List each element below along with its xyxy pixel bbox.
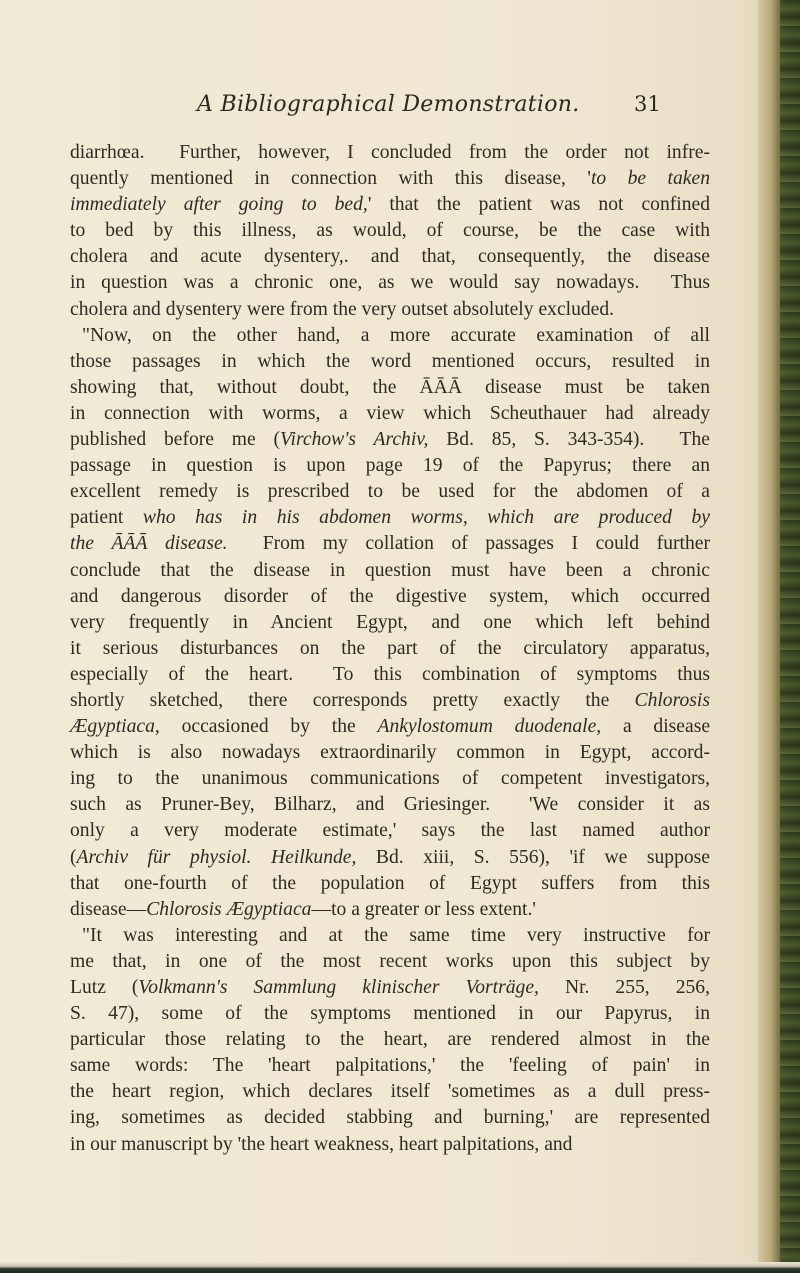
- text-line: [70, 297, 710, 323]
- text-segment: and dangerous disorder of the digestive system, which occurred: [70, 585, 710, 607]
- page-number: 31: [634, 92, 661, 116]
- text-line: [70, 453, 710, 479]
- text-line: [70, 166, 710, 192]
- text-line: [70, 1053, 710, 1079]
- page-bottom-edge: [0, 1262, 800, 1273]
- text-line: [70, 1001, 710, 1027]
- italic-text: Archiv für physiol. Heilkunde,: [76, 846, 357, 868]
- text-segment: "Now, on the other hand, a more accurate examination of all: [82, 324, 710, 346]
- text-line: [70, 558, 710, 584]
- text-segment: only a very moderate estimate,' says the last named author: [70, 820, 710, 842]
- italic-text: Virchow's Archiv,: [280, 429, 429, 451]
- italic-text: Volkmann's Sammlung klinischer Vorträge,: [138, 977, 539, 998]
- text-line: [70, 349, 710, 375]
- text-line: [70, 636, 710, 662]
- binding-edge: [780, 0, 800, 1273]
- text-segment: (: [70, 846, 77, 868]
- text-line: [70, 923, 710, 949]
- text-line: [70, 323, 710, 349]
- text-line: [70, 975, 710, 1001]
- italic-text: Chlorosis Ægyptiaca: [146, 898, 312, 920]
- text-segment: Lutz (: [70, 977, 139, 998]
- text-line: [70, 818, 710, 844]
- text-segment: such as Pruner-Bey, Bilharz, and Griesinger. 'We consider it as: [70, 794, 710, 816]
- text-segment: that one-fourth of the population of Egypt suffers from this: [70, 872, 710, 894]
- text-line: [70, 427, 710, 453]
- text-line: [70, 897, 710, 923]
- text-line: [70, 845, 710, 871]
- text-segment: which is also nowadays extraordinarily common in Egypt, accord-: [70, 742, 710, 764]
- text-line: [70, 662, 710, 688]
- text-segment: cholera and dysentery were from the very outset absolutely excluded.: [70, 298, 615, 320]
- text-segment: From my collation of passages I could further: [227, 533, 710, 555]
- text-segment: shortly sketched, there corresponds pretty exactly the: [70, 689, 635, 711]
- text-segment: ing to the unanimous communications of competent investigators,: [70, 768, 710, 790]
- text-line: [70, 375, 710, 401]
- text-line: [70, 1105, 710, 1131]
- italic-text: Ægyptiaca,: [70, 716, 160, 738]
- text-line: [70, 218, 710, 244]
- text-segment: in our manuscript by 'the heart weakness, heart palpitations, and: [70, 1133, 573, 1155]
- text-segment: Nr. 255, 256,: [538, 977, 710, 998]
- text-line: [70, 505, 710, 531]
- text-segment: S. 47), some of the symptoms mentioned in our Papyrus, in: [70, 1003, 710, 1025]
- text-segment: patient: [70, 507, 143, 529]
- italic-text: Ankylostomum duodenale,: [377, 716, 602, 738]
- text-line: [70, 740, 710, 766]
- text-segment: ing, sometimes as decided stabbing and burning,' are represented: [70, 1107, 710, 1129]
- text-segment: very frequently in Ancient Egypt, and one which left behind: [70, 611, 710, 633]
- text-segment: excellent remedy is prescribed to be used for the abdomen of a: [70, 481, 710, 503]
- text-line: [70, 792, 710, 818]
- running-title: A Bibliographical Demonstration.: [197, 92, 580, 117]
- text-line: [70, 531, 710, 557]
- text-segment: published before me (: [70, 429, 281, 451]
- page-header: [0, 92, 800, 126]
- text-line: [70, 610, 710, 636]
- italic-text: the ĀĀĀ disease.: [70, 533, 228, 555]
- text-segment: Bd. xiii, S. 556), 'if we suppose: [356, 846, 710, 868]
- text-segment: conclude that the disease in question must have been a chronic: [70, 559, 710, 581]
- text-segment: to bed by this illness, as would, of course, be the case with: [70, 220, 710, 242]
- text-segment: showing that, without doubt, the ĀĀĀ disease must be taken: [70, 376, 710, 398]
- text-line: [70, 766, 710, 792]
- text-line: [70, 1079, 710, 1105]
- text-segment: diarrhœa. Further, however, I concluded from the order not infre-: [70, 142, 710, 163]
- text-segment: cholera and acute dysentery,. and that, consequently, the disease: [70, 246, 710, 268]
- italic-text: Chlorosis: [634, 689, 710, 711]
- text-line: [70, 401, 710, 427]
- text-segment: quently mentioned in connection with this disease, ': [70, 168, 591, 190]
- italic-text: immediately after going to bed,: [70, 194, 368, 216]
- text-line: [70, 270, 710, 296]
- text-line: [70, 1132, 710, 1158]
- text-line: [70, 192, 710, 218]
- text-segment: especially of the heart. To this combination of symptoms thus: [70, 663, 710, 685]
- text-segment: —to a greater or less extent.': [311, 898, 536, 920]
- text-line: [70, 688, 710, 714]
- text-segment: Bd. 85, S. 343-354). The: [428, 429, 710, 451]
- text-segment: disease—: [70, 898, 147, 920]
- text-segment: "It was interesting and at the same time very instructive for: [82, 924, 710, 946]
- text-line: [70, 714, 710, 740]
- text-segment: particular those relating to the heart, are rendered almost in the: [70, 1029, 710, 1051]
- italic-text: to be taken: [590, 168, 710, 190]
- book-binding: [758, 0, 800, 1273]
- text-segment: occasioned by the: [159, 716, 378, 738]
- text-segment: a disease: [601, 716, 711, 738]
- italic-text: who has in his abdomen worms, which are produced by: [142, 507, 710, 529]
- text-segment: me that, in one of the most recent works upon this subject by: [70, 950, 710, 972]
- text-segment: it serious disturbances on the part of the circulatory apparatus,: [70, 637, 710, 659]
- text-segment: the heart region, which declares itself 'sometimes as a dull press-: [70, 1081, 710, 1103]
- text-line: [70, 244, 710, 270]
- text-line: [70, 479, 710, 505]
- text-segment: in connection with worms, a view which Scheuthauer had already: [70, 402, 710, 424]
- text-line: [70, 871, 710, 897]
- text-segment: in question was a chronic one, as we would say nowadays. Thus: [70, 272, 710, 294]
- text-segment: passage in question is upon page 19 of the Papyrus; there an: [70, 455, 710, 477]
- text-line: [70, 949, 710, 975]
- text-segment: ' that the patient was not confined: [367, 194, 711, 216]
- text-line: [70, 1027, 710, 1053]
- text-segment: those passages in which the word mentioned occurs, resulted in: [70, 350, 710, 372]
- text-line: [70, 584, 710, 610]
- body-text: [70, 140, 710, 1158]
- text-segment: same words: The 'heart palpitations,' the 'feeling of pain' in: [70, 1055, 710, 1077]
- text-line: [70, 140, 710, 166]
